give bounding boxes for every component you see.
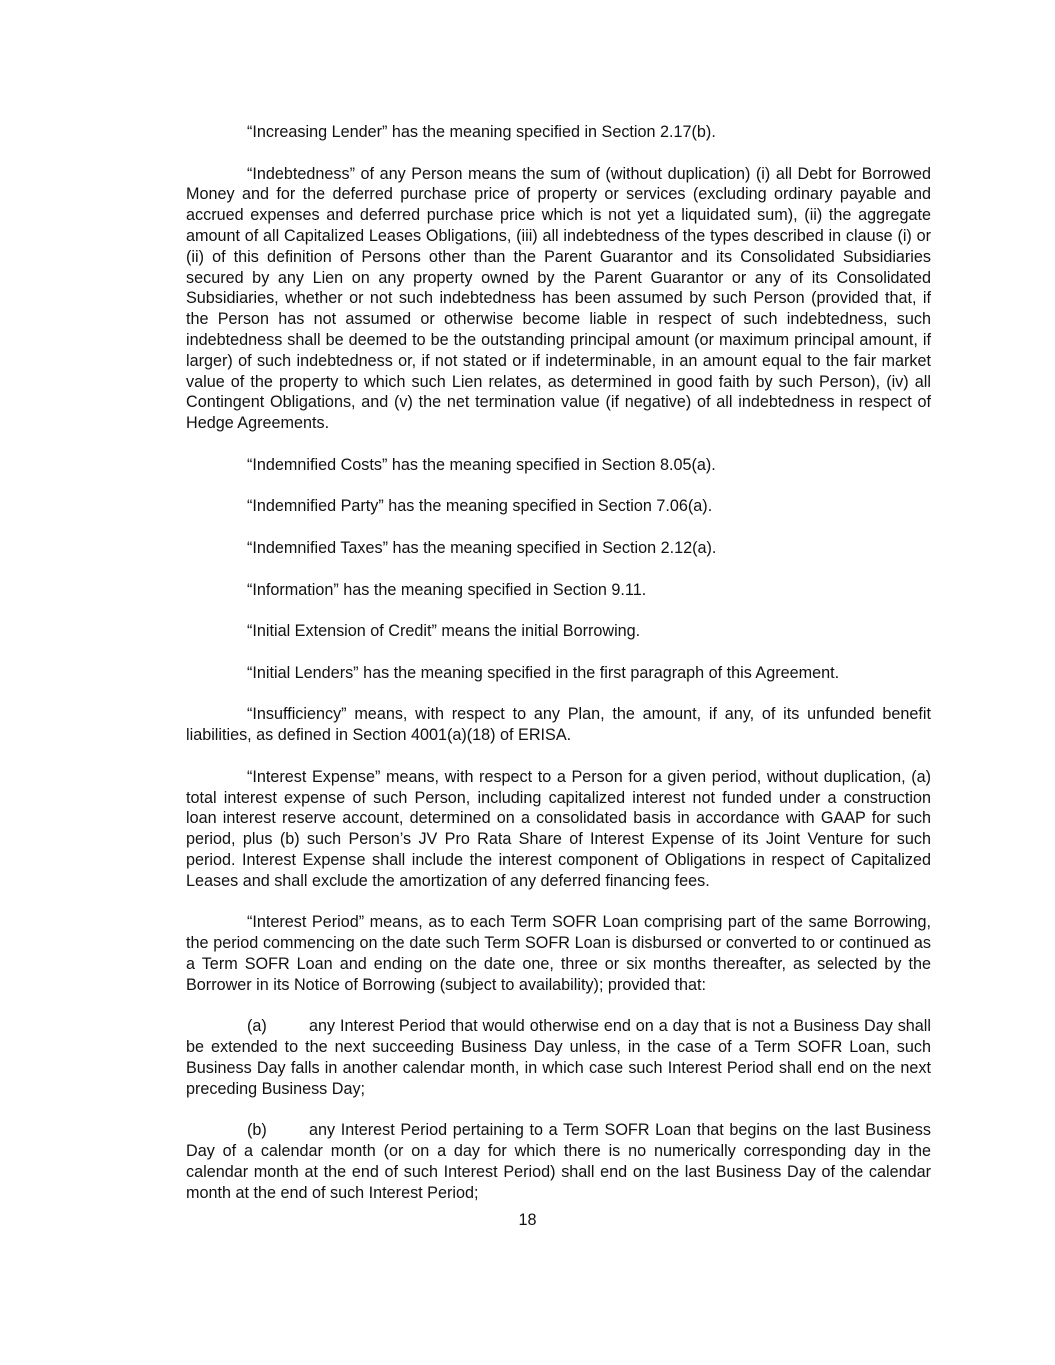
definition-text: has the meaning specified in Section 8.05(a). (387, 455, 716, 474)
definition-indemnified-taxes (186, 538, 931, 559)
definition-initial-lenders (186, 663, 931, 684)
definition-initial-extension-of-credit (186, 621, 931, 642)
defined-term: “Interest Expense” (247, 767, 381, 786)
defined-term: “Insufficiency” (247, 705, 347, 724)
definition-text: means, as to each Term SOFR Loan comprising part of the same Borrowing, the period commencing on the date such Term SOFR Loan is disbursed or converted to or continued as a Term SOFR Loan and ending on the date one, three or six months thereafter, as selected by the Borrower in its Notice of Borrowing (subject to availability); provided that: (186, 913, 931, 994)
defined-term: “Information” (247, 580, 339, 599)
clause-marker: (b) (247, 1121, 267, 1140)
defined-term: “Increasing Lender” (247, 123, 388, 141)
clause-marker: (a) (247, 1017, 267, 1036)
clause-b (186, 1120, 931, 1203)
page-number: 18 (518, 1211, 537, 1229)
definition-information (186, 580, 931, 601)
clause-a (186, 1016, 931, 1099)
definition-text: has the meaning specified in Section 7.06(a). (383, 497, 713, 516)
definition-text: has the meaning specified in Section 2.12(a). (387, 538, 717, 557)
definition-indebtedness (186, 164, 931, 434)
definition-text: has the meaning specified in Section 9.11. (338, 580, 647, 599)
definition-interest-expense (186, 767, 931, 892)
defined-term: “Initial Lenders” (247, 663, 359, 682)
definition-text: has the meaning specified in Section 2.17(b). (387, 123, 716, 141)
defined-term: “Indemnified Taxes” (247, 538, 388, 557)
defined-term: “Interest Period” (247, 913, 365, 932)
definition-text: has the meaning specified in the first paragraph of this Agreement. (358, 663, 840, 682)
definition-insufficiency (186, 704, 931, 746)
definition-text: means the initial Borrowing. (436, 622, 641, 641)
document-body (186, 122, 931, 1224)
definition-interest-period (186, 912, 931, 995)
defined-term: “Indemnified Party” (247, 497, 384, 516)
definition-text: means, with respect to a Person for a given period, without duplication, (a) total interest expense of such Person, including capitalized interest not funded under a construction loan interest reserve account, determined on a consolidated basis in accordance with GAAP for such period, plus (b) such Person’s JV Pro Rata Share of Interest Expense of its Joint Venture for such period. Interest Expense shall include the interest component of Obligations in respect of Capitalized Leases and shall exclude the amortization of any deferred financing fees. (186, 767, 931, 890)
defined-term: “Indemnified Costs” (247, 455, 388, 474)
defined-term: “Initial Extension of Credit” (247, 622, 437, 641)
defined-term: “Indebtedness” (247, 164, 355, 183)
definition-indemnified-party (186, 496, 931, 517)
clause-text: any Interest Period pertaining to a Term SOFR Loan that begins on the last Business Day of a calendar month (or on a day for which there is no numerically corresponding day in the calendar month at the end of such Interest Period) shall end on the last Business Day of the calendar month at the end of such Interest Period; (186, 1121, 931, 1202)
clause-text: any Interest Period that would otherwise end on a day that is not a Business Day shall be extended to the next succeeding Business Day unless, in the case of a Term SOFR Loan, such Business Day falls in another calendar month, in which case such Interest Period shall end on the next preceding Business Day; (186, 1017, 931, 1098)
definition-indemnified-costs (186, 455, 931, 476)
definition-text: of any Person means the sum of (without duplication) (i) all Debt for Borrowed Money and for the deferred purchase price of property or services (excluding ordinary payable and accrued expenses and deferred purchase price which is not yet a liquidated sum), (ii) the aggregate amount of all Capitalized Leases Obligations, (iii) all indebtedness of the types described in clause (i) or (ii) of this definition of Persons other than the Parent Guarantor and its Consolidated Subsidiaries secured by any Lien on any property owned by the Parent Guarantor or any of its Consolidated Subsidiaries, whether or not such indebtedness has been assumed by such Person (provided that, if the Person has not assumed or otherwise become liable in respect of such indebtedness, such indebtedness shall be deemed to be the outstanding principal amount (or maximum principal amount, if larger) of such indebtedness or, if not stated or if indeterminable, in an amount equal to the fair market value of the property to which such Lien relates, as determined in good faith by such Person), (iv) all Contingent Obligations, and (v) the net termination value (if negative) of all indebtedness in respect of Hedge Agreements. (186, 164, 931, 433)
definition-increasing-lender (186, 122, 931, 143)
definition-text: means, with respect to any Plan, the amount, if any, of its unfunded benefit liabilities, as defined in Section 4001(a)(18) of ERISA. (186, 705, 931, 745)
